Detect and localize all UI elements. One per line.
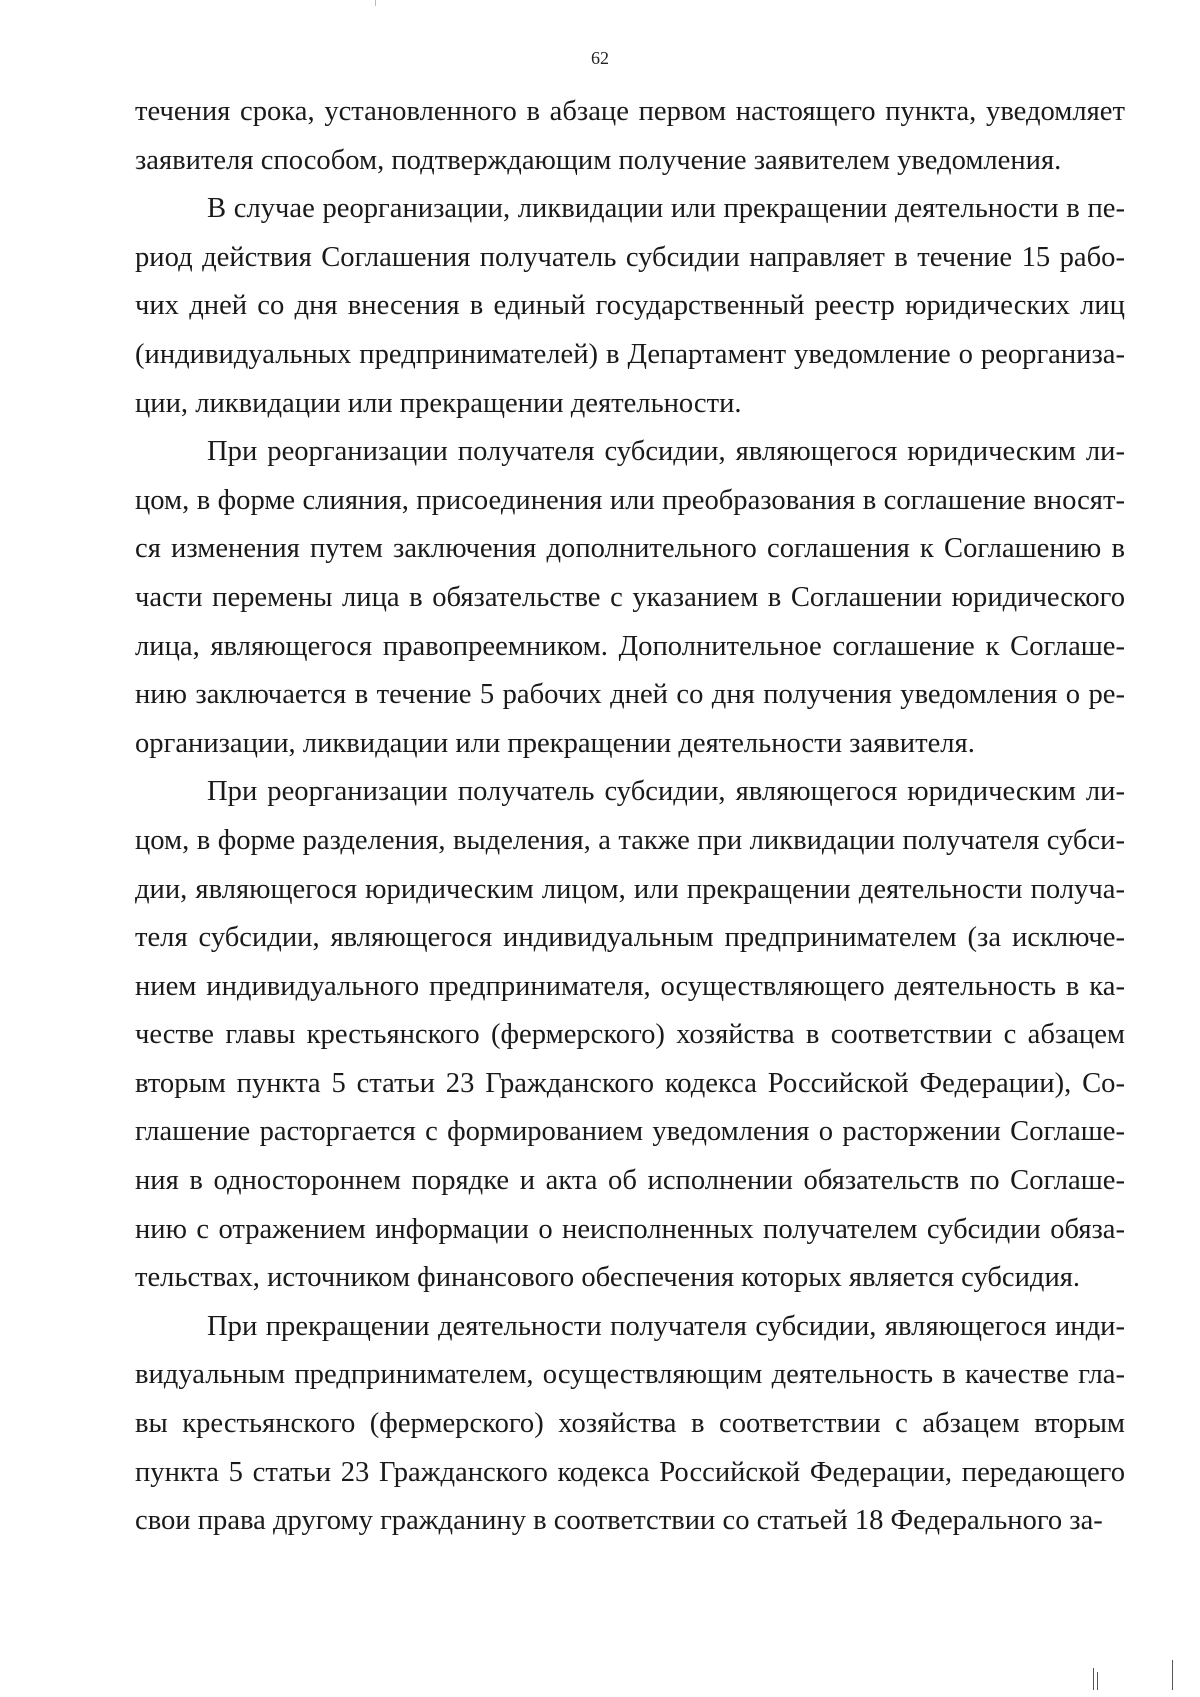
scan-artifact [1093, 1668, 1094, 1690]
paragraph-farm-head: При прекращении деятельности получателя субсидии, являющегося индивидуальным предпринимателем, осуществляющим деятельность в качестве главы крестьянского (фермерского) хозяйства в соответствии с абзацем вторым пункта 5 статьи 23 Гражданского кодекса Российской Федерации, передающего свои права другому гражданину в соответствии со статьей 18 Федерального за- [135, 1310, 1125, 1537]
paragraph-reorganization-notice: В случае реорганизации, ликвидации или прекращении деятельности в период действия Соглашения получатель субсидии направляет в течение 15 рабочих дней со дня внесения в единый государственный реестр юридических лиц (индивидуальных предпринимателей) в Департамент уведомление о реорганизации, ликвидации или прекращении деятельности. [135, 193, 1125, 419]
paragraph-termination: При реорганизации получатель субсидии, являющегося юридическим лицом, в форме разделения, выделения, а также при ликвидации получателя субсидии, являющегося юридическим лицом, или прекращении деятельности получателя субсидии, являющегося индивидуальным предпринимателем (за исключением индивидуального предпринимателя, осуществляющего деятельность в качестве главы крестьянского (фермерского) хозяйства в соответствии с абзацем вторым пункта 5 статьи 23 Гражданского кодекса Российской Федерации), Соглашение расторгается с формированием уведомления о расторжении Соглашения в одностороннем порядке и акта об исполнении обязательств по Соглашению с отражением информации о неисполненных получателем субсидии обязательствах, источником финансового обеспечения которых является субсидия. [135, 776, 1125, 1294]
scan-artifact [1097, 1672, 1098, 1690]
scan-artifact [375, 0, 376, 6]
page-number: 62 [591, 48, 609, 68]
document-body [135, 88, 1125, 1546]
paragraph-merger-agreement: При реорганизации получателя субсидии, являющегося юридическим лицом, в форме слияния, присоединения или преобразования в соглашение вносятся изменения путем заключения дополнительного соглашения к Соглашению в части перемены лица в обязательстве с указанием в Соглашении юридического лица, являющегося правопреемником. Дополнительное соглашение к Соглашению заключается в течение 5 рабочих дней со дня получения уведомления о реорганизации, ликвидации или прекращении деятельности заявителя. [135, 436, 1125, 759]
scan-artifact [1172, 1660, 1173, 1690]
paragraph-continuation: течения срока, установленного в абзаце первом настоящего пункта, уведомляет заявителя способом, подтверждающим получение заявителем уведомления. [135, 96, 1125, 176]
